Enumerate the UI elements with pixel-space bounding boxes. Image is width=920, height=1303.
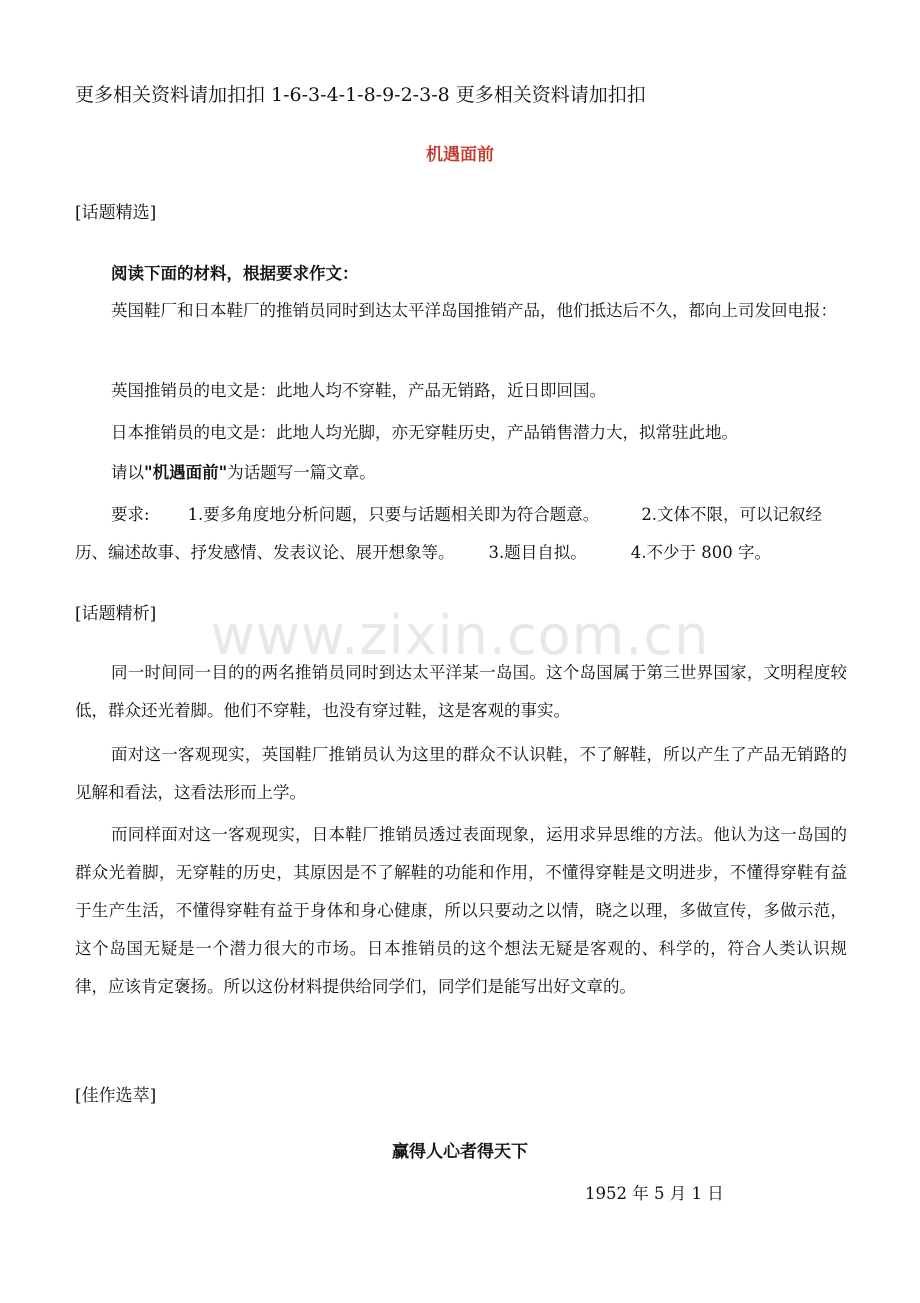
section-topic-pick: [话题精选] [75, 203, 157, 223]
requirement-4: 4.不少于 800 字。 [630, 543, 771, 562]
requirements-label: 要求: [111, 505, 150, 524]
prompt-instruction: 阅读下面的材料，根据要求作文： [111, 264, 359, 283]
document-title: 机遇面前 [426, 145, 494, 165]
requirement-3: 3.题目自拟。 [488, 543, 587, 562]
prompt-paragraph-2: 英国推销员的电文是：此地人均不穿鞋，产品无销路，近日即回国。 [111, 381, 606, 400]
prompt-paragraph-3: 日本推销员的电文是：此地人均光脚，亦无穿鞋历史，产品销售潜力大，拟常驻此地。 [111, 423, 738, 442]
header-line: 更多相关资料请加扣扣 1-6-3-4-1-8-9-2-3-8 更多相关资料请加扣扣 [75, 84, 646, 106]
section-good-works: [佳作选萃] [75, 1086, 157, 1106]
prompt-p4-prefix: 请以 [111, 463, 144, 482]
essay-title: 赢得人心者得天下 [392, 1142, 528, 1162]
section-topic-analysis: [话题精析] [75, 604, 157, 624]
essay-date: 1952 年 5 月 1 日 [585, 1184, 724, 1203]
requirement-1: 1.要多角度地分析问题，只要与话题相关即为符合题意。 [187, 505, 600, 524]
prompt-paragraph-1: 英国鞋厂和日本鞋厂的推销员同时到达太平洋岛国推销产品，他们抵达后不久，都向上司发回电报： [111, 301, 837, 320]
analysis-paragraph-3: 而同样面对这一客观现实，日本鞋厂推销员透过表面现象，运用求异思维的方法。他认为这一岛国的群众光着脚，无穿鞋的历史，其原因是不了解鞋的功能和作用，不懂得穿鞋是文明进步，不懂得穿鞋有益于生产生活，不懂得穿鞋有益于身体和身心健康，所以只要动之以情，晓之以理，多做宣传，多做示范，这个岛国无疑是一个潜力很大的市场。日本推销员的这个想法无疑是客观的、科学的，符合人类认识规律，应该肯定褒扬。所以这份材料提供给同学们，同学们是能写出好文章的。 [75, 825, 847, 996]
requirement-2: 2.文体不限，可以记叙经历、编述故事、抒发感情、发表议论、展开想象等。 [75, 505, 823, 562]
requirements-block [75, 496, 847, 572]
analysis-paragraph-1: 同一时间同一目的的两名推销员同时到达太平洋某一岛国。这个岛国属于第三世界国家，文明程度较低，群众还光着脚。他们不穿鞋，也没有穿过鞋，这是客观的事实。 [75, 663, 847, 720]
prompt-topic-emphasis: "机遇面前" [144, 463, 228, 482]
analysis-paragraph-2: 面对这一客观现实，英国鞋厂推销员认为这里的群众不认识鞋，不了解鞋，所以产生了产品无销路的见解和看法，这看法形而上学。 [75, 745, 847, 802]
watermark: www.zixin.com.cn [210, 604, 710, 667]
prompt-p4-suffix: 为话题写一篇文章。 [227, 463, 376, 482]
prompt-paragraph-4 [75, 454, 847, 492]
